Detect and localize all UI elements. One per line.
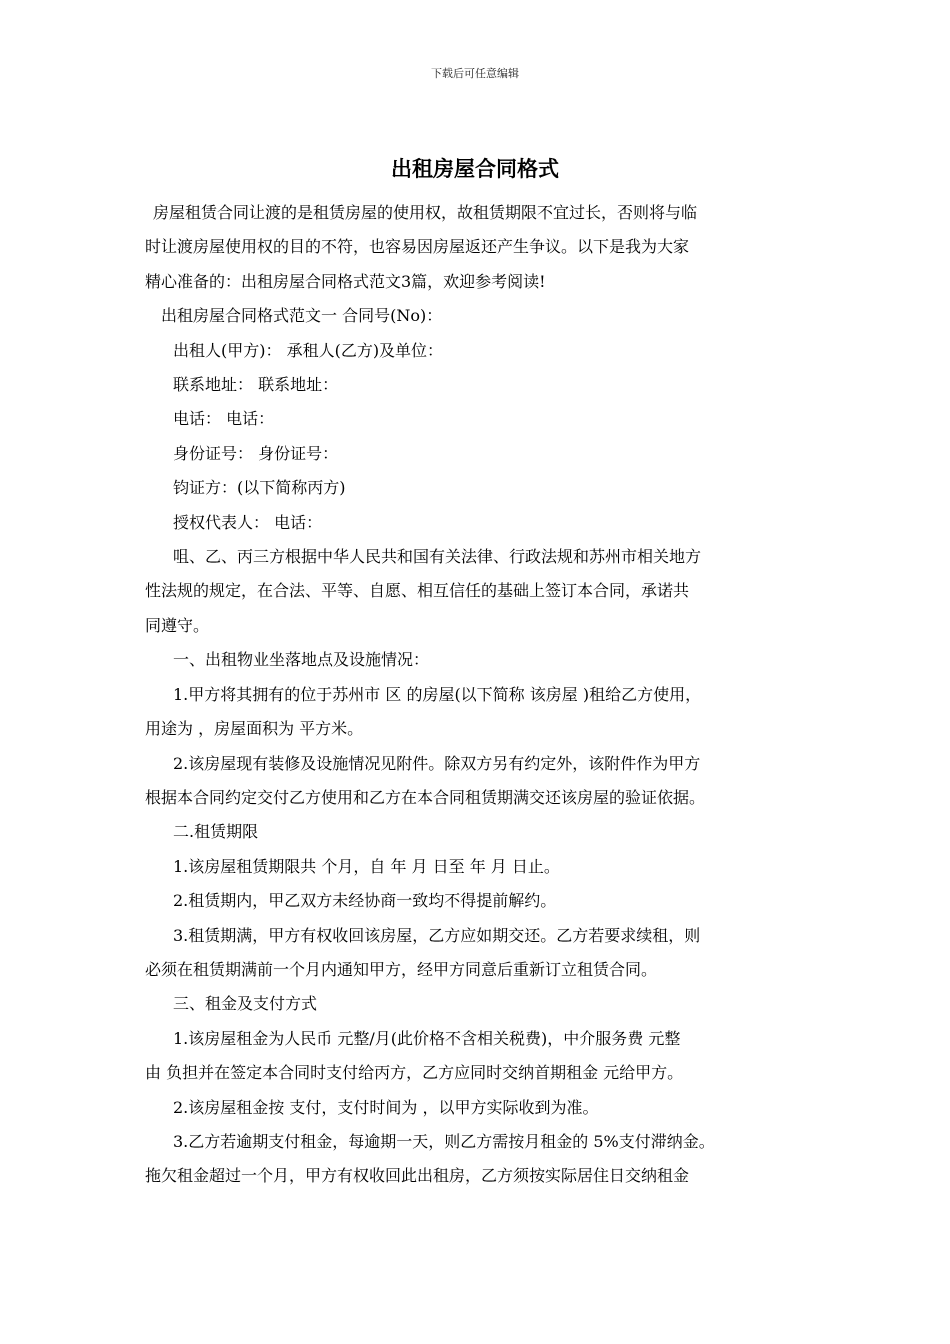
paragraph-line: 身份证号： 身份证号：: [173, 443, 339, 463]
section-heading: 二.租赁期限: [173, 822, 259, 842]
paragraph-line: 由 负担并在签定本合同时支付给丙方，乙方应同时交纳首期租金 元给甲方。: [145, 1063, 684, 1083]
paragraph-line: 必须在租赁期满前一个月内通知甲方，经甲方同意后重新订立租赁合同。: [145, 959, 658, 979]
paragraph-line: 咀、乙、丙三方根据中华人民共和国有关法律、行政法规和苏州市相关地方: [173, 547, 702, 567]
section-heading: 三、租金及支付方式: [173, 994, 318, 1014]
section-heading: 一、出租物业坐落地点及设施情况：: [173, 650, 430, 670]
document-body: [145, 196, 815, 1194]
document-title: 出租房屋合同格式: [391, 156, 559, 181]
paragraph-line: 性法规的规定，在合法、平等、自愿、相互信任的基础上签订本合同，承诺共: [145, 581, 690, 601]
paragraph-line: 钧证方：(以下简称丙方): [173, 478, 346, 498]
paragraph-line: 2.该房屋现有装修及设施情况见附件。除双方另有约定外，该附件作为甲方: [173, 753, 701, 773]
paragraph-line: 出租房屋合同格式范文一 合同号(No)：: [161, 306, 443, 326]
paragraph-line: 房屋租赁合同让渡的是租赁房屋的使用权，故租赁期限不宜过长，否则将与临: [153, 203, 698, 222]
paragraph-line: 1.该房屋租金为人民币 元整/月(此价格不含相关税费)，中介服务费 元整: [173, 1028, 681, 1048]
paragraph-line: 3.租赁期满，甲方有权收回该房屋，乙方应如期交还。乙方若要求续租，则: [173, 925, 701, 945]
paragraph-line: 3.乙方若逾期支付租金，每逾期一天，则乙方需按月租金的 5%支付滞纳金。: [173, 1131, 715, 1151]
paragraph-line: 精心准备的：出租房屋合同格式范文3篇，欢迎参考阅读!: [145, 271, 546, 291]
header-note: 下载后可任意编辑: [431, 67, 519, 80]
paragraph-line: 用途为 ，房屋面积为 平方米。: [145, 719, 364, 739]
paragraph-line: 1.该房屋租赁期限共 个月，自 年 月 日至 年 月 日止。: [173, 856, 560, 876]
paragraph-line: 2.该房屋租金按 支付，支付时间为 ，以甲方实际收到为准。: [173, 1097, 599, 1117]
paragraph-line: 授权代表人： 电话：: [173, 512, 323, 532]
paragraph-line: 1.甲方将其拥有的位于苏州市 区 的房屋(以下简称 该房屋 )租给乙方使用，: [173, 684, 702, 704]
paragraph-line: 拖欠租金超过一个月，甲方有权收回此出租房，乙方须按实际居住日交纳租金: [145, 1166, 690, 1186]
paragraph-line: 时让渡房屋使用权的目的不符，也容易因房屋返还产生争议。以下是我为大家: [145, 237, 690, 257]
paragraph-line: 出租人(甲方)： 承租人(乙方)及单位：: [173, 340, 444, 360]
paragraph-line: 2.租赁期内，甲乙双方未经协商一致均不得提前解约。: [173, 891, 557, 911]
paragraph-line: 电话： 电话：: [173, 409, 275, 429]
paragraph-line: 联系地址： 联系地址：: [173, 375, 339, 395]
paragraph-line: 根据本合同约定交付乙方使用和乙方在本合同租赁期满交还该房屋的验证依据。: [145, 787, 706, 807]
paragraph-line: 同遵守。: [145, 615, 210, 635]
